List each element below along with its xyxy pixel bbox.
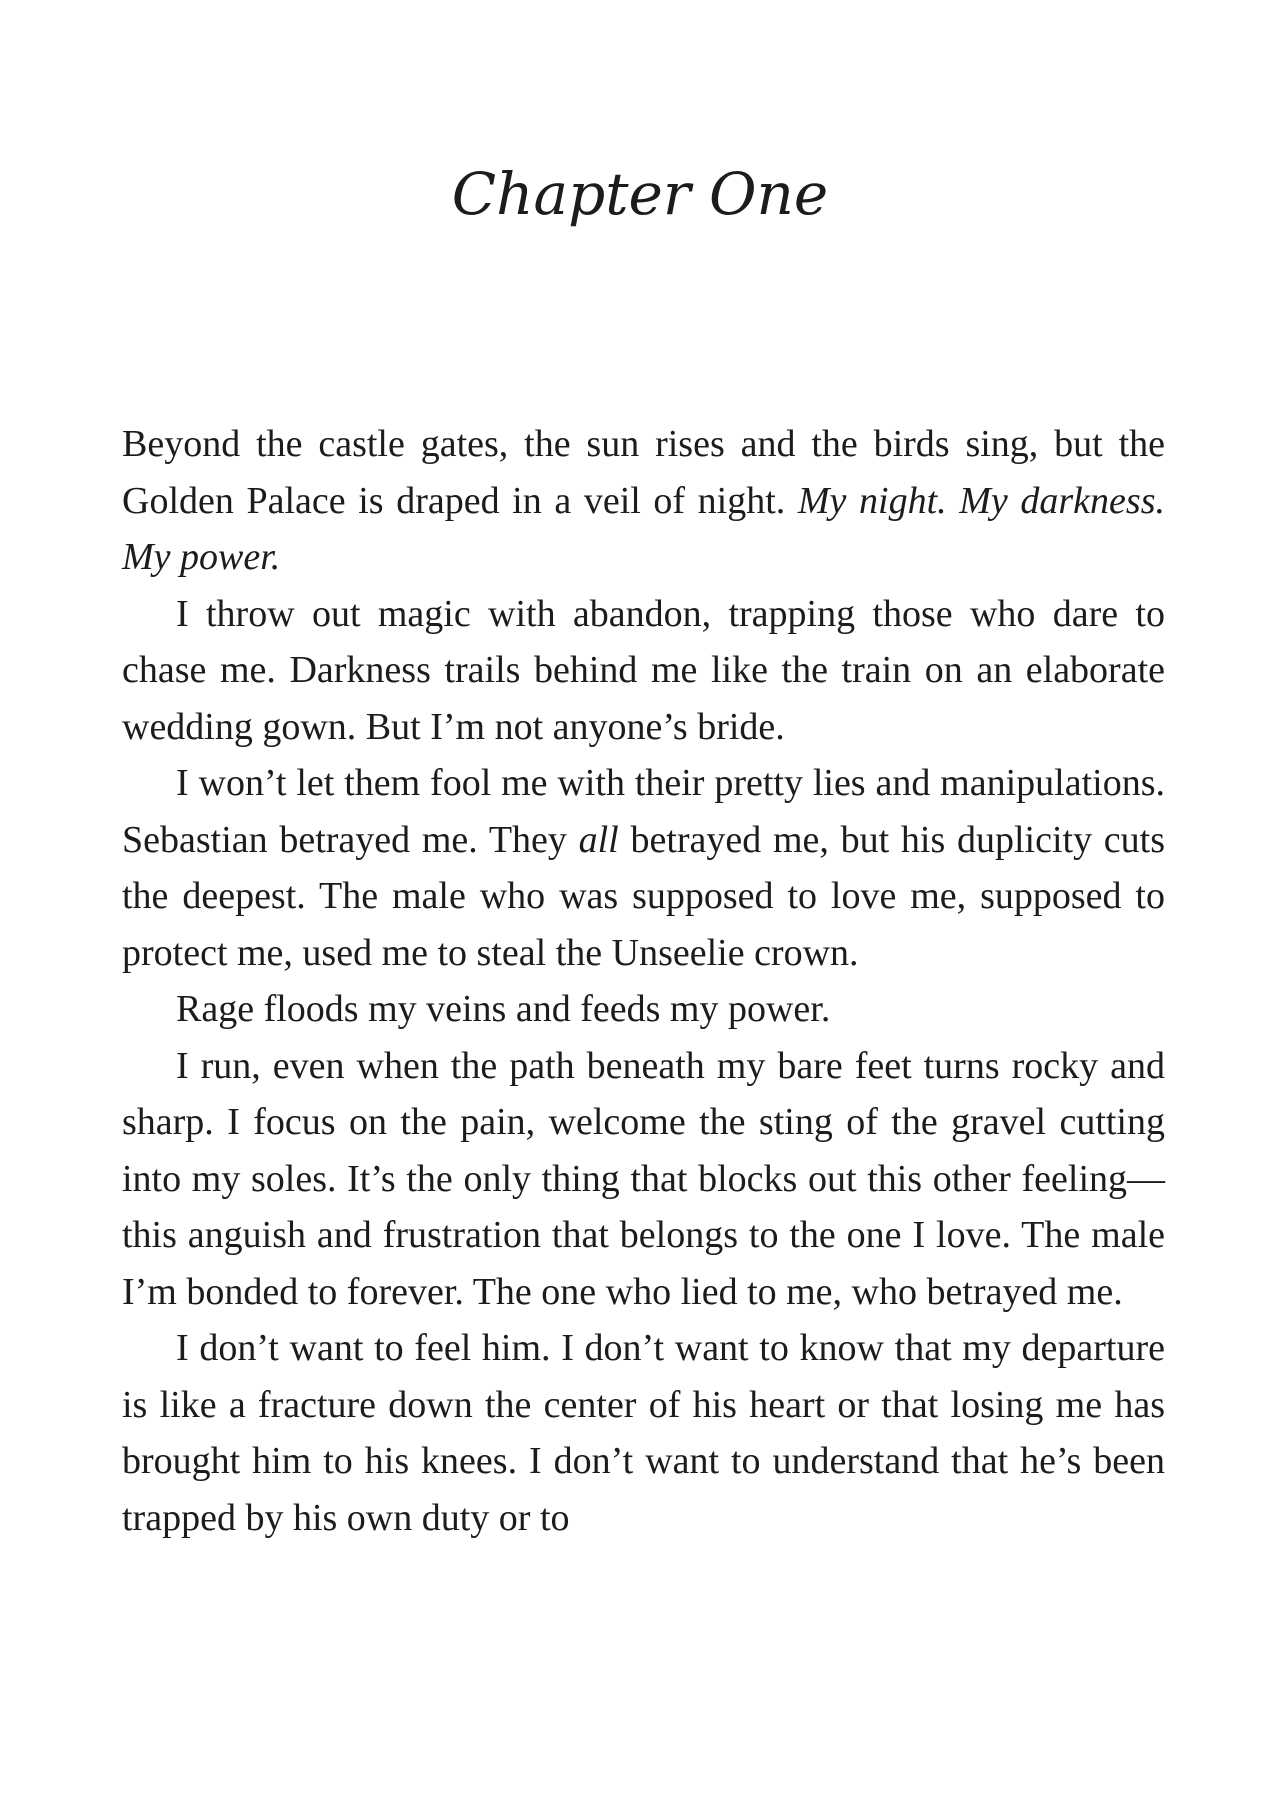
paragraph bbox=[122, 1320, 1165, 1546]
paragraph bbox=[122, 755, 1165, 981]
paragraph-italic-text: My night. My darkness. My power. bbox=[122, 479, 1165, 578]
paragraph bbox=[122, 416, 1165, 586]
paragraph bbox=[122, 981, 1165, 1038]
paragraph bbox=[122, 586, 1165, 756]
paragraph-text: I run, even when the path beneath my bare feet turns rocky and sharp. I focus on the pain, welcome the sting of the gravel cutting into my soles. It’s the only thing that blocks out this other feeling—this anguish and frustration that belongs to the one I love. The male I’m bonded to forever. The one who lied to me, who betrayed me. bbox=[122, 1044, 1165, 1313]
paragraph bbox=[122, 1038, 1165, 1321]
paragraph-text: Rage floods my veins and feeds my power. bbox=[176, 988, 831, 1030]
paragraph-text: Beyond the castle gates, the sun rises and the birds sing, but the Golden Palace is draped in a veil of night. bbox=[122, 423, 1165, 522]
paragraph-italic-text: all bbox=[578, 818, 619, 861]
paragraph-text: I don’t want to feel him. I don’t want to know that my departure is like a fracture down the center of his heart or that losing me has brought him to his knees. I don’t want to understand that he’s been trapped by his own duty or to bbox=[122, 1327, 1165, 1539]
paragraph-text: I won’t let them fool me with their pretty lies and manipulations. Sebastian betrayed me. They bbox=[122, 762, 1165, 861]
paragraph-text: I throw out magic with abandon, trapping those who dare to chase me. Darkness trails behind me like the train on an elaborate wedding gown. But I’m not anyone’s bride. bbox=[122, 592, 1165, 748]
paragraph-text-after: betrayed me, but his duplicity cuts the deepest. The male who was supposed to love me, supposed to protect me, used me to steal the Unseelie crown. bbox=[122, 818, 1165, 974]
chapter-title: Chapter One bbox=[451, 160, 829, 228]
chapter-body bbox=[122, 416, 1165, 1546]
